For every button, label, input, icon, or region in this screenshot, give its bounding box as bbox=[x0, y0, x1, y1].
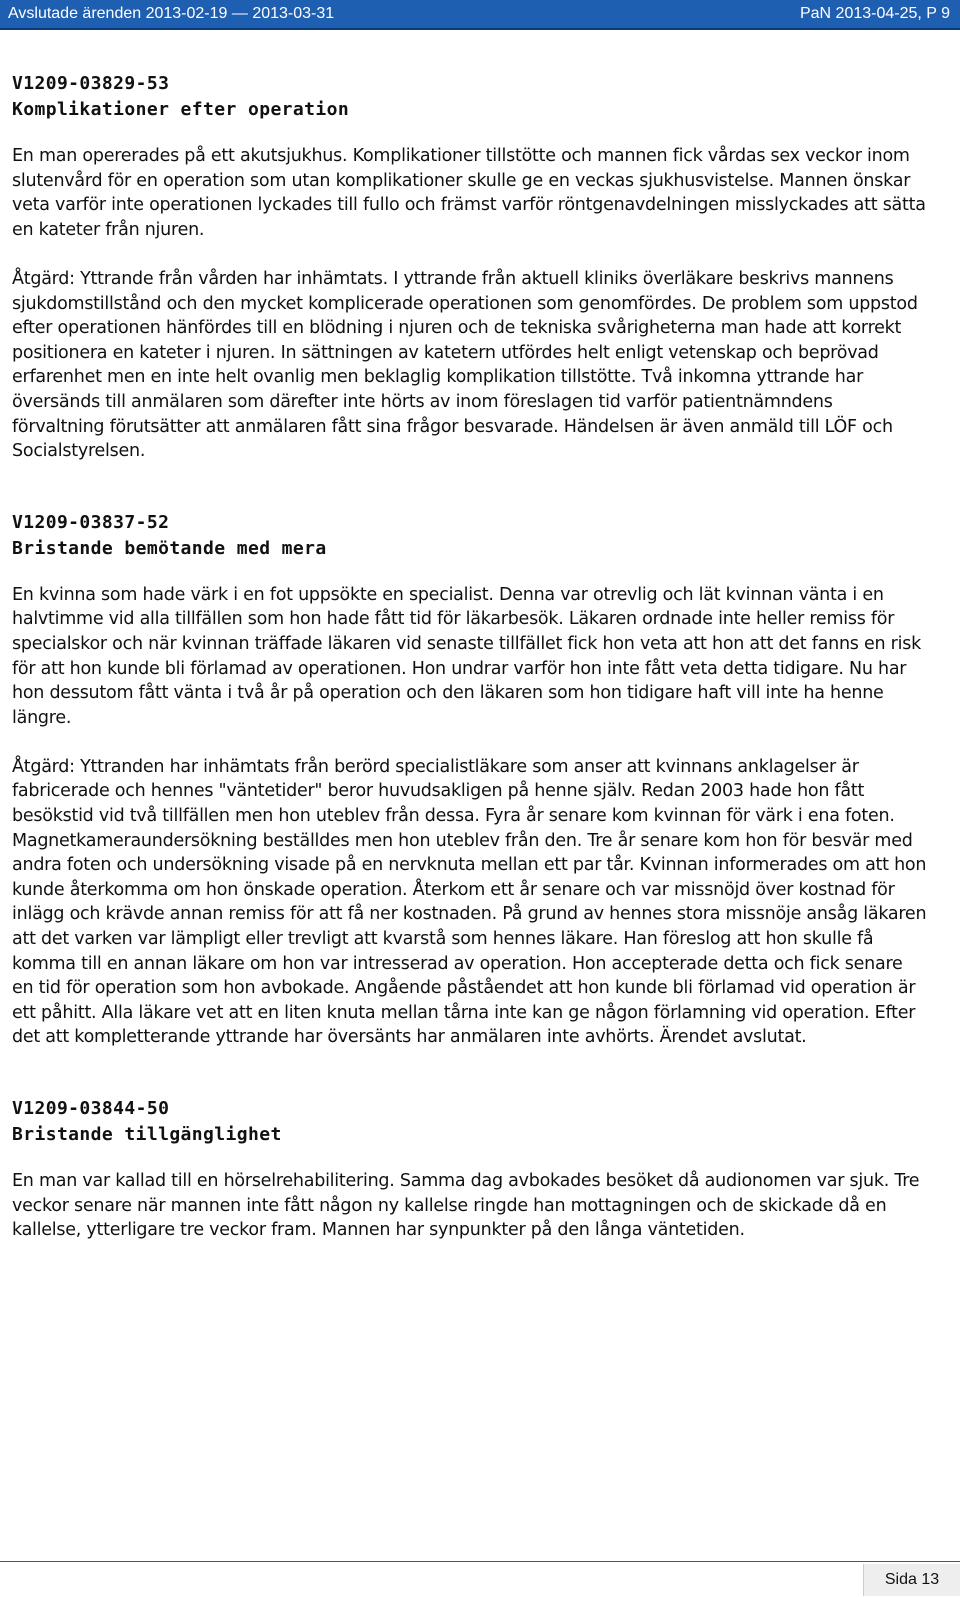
page-header bbox=[0, 0, 960, 28]
case-number: V1209-03844-50 bbox=[12, 1098, 170, 1119]
case-entry bbox=[12, 71, 927, 464]
case-action: Åtgärd: Yttrande från vården har inhämtats. I yttrande från aktuell kliniks överläkare beskrivs mannens sjukdomstillstånd och den mycket komplicerade operationen som genomfördes. De problem som uppstod efter operationen hänfördes till en blödning i njuren och de tekniska svårigheterna man hade att korrekt positionera en kateter i njuren. In sättningen av katetern utfördes helt enligt vetenskap och beprövad erfarenhet men en inte helt ovanlig men beklaglig komplikation tillstötte. Två inkomna yttrande har översänds till anmälaren som därefter inte hörts av inom föreslagen tid varför patientnämndens förvaltning förutsätter att anmälaren fått sina frågor besvarade. Händelsen är även anmäld till LÖF och Socialstyrelsen. bbox=[12, 268, 918, 462]
case-title: Bristande tillgänglighet bbox=[12, 1124, 282, 1145]
case-number: V1209-03829-53 bbox=[12, 73, 170, 94]
page-number: Sida 13 bbox=[863, 1564, 960, 1596]
document-body bbox=[12, 71, 927, 1289]
case-number: V1209-03837-52 bbox=[12, 511, 170, 533]
case-description: En kvinna som hade värk i en fot uppsökte en specialist. Denna var otrevlig och lät kvinnan vänta i en halvtimme vid alla tillfällen som hon hade fått tid för läkarbesök. Läkaren ordnade inte heller remiss för specialskor och när kvinnan träffade läkaren vid senaste tillfället fick hon veta att hon att det fanns en risk för att hon kunde bli förlamad av operationen. Hon undrar varför hon inte fått veta detta tidigare. Nu har hon dessutom fått vänta i två år på operation och den läkaren som hon tidigare haft vill inte ha henne längre. bbox=[12, 584, 921, 728]
case-entry bbox=[12, 1096, 927, 1243]
case-title: Komplikationer efter operation bbox=[12, 99, 350, 120]
case-action: Åtgärd: Yttranden har inhämtats från berörd specialistläkare som anser att kvinnans anklagelser är fabricerade och hennes "väntetider" beror huvudsakligen på henne själv. Redan 2003 hade hon fått besökstid vid två tillfällen men hon uteblev från dessa. Fyra år senare kom kvinnan för värk i ena foten. Magnetkameraundersökning beställdes men hon uteblev från den. Tre år senare kom hon för besvär med andra foten och undersökning visade på en nervknuta mellan ett par tår. Kvinnan informerades om att hon kunde återkomma om hon önskade operation. Återkom ett år senare och var missnöjd över kostnad för inlägg och krävde annan remiss för att få ner kostnaden. På grund av hennes stora missnöje ansåg läkaren att det varken var lämpligt eller trevligt att kvarstå som hennes läkare. Han föreslog att hon skulle få komma till en annan läkare om hon var intresserad av operation. Hon accepterade detta och fick senare en tid för operation som hon avbokade. Angående påståendet att hon kunde bli förlamad vid operation är ett påhitt. Alla läkare vet att en liten knuta mellan tårna inte kan ge någon förlamning vid operation. Efter det att kompletterande yttrande har översänts har anmälaren inte avhörts. Ärendet avslutat. bbox=[12, 756, 927, 1048]
header-report-title: Avslutade ärenden 2013-02-19 — 2013-03-31 bbox=[8, 5, 335, 22]
case-description: En man opererades på ett akutsjukhus. Komplikationer tillstötte och mannen fick vårdas sex veckor inom slutenvård för en operation som utan komplikationer skulle ge en veckas sjukhusvistelse. Mannen önskar veta varför inte operationen lyckades till fullo och främst varför röntgenavdelningen misslyckades att sätta en kateter från njuren. bbox=[12, 146, 926, 240]
header-date-page: PaN 2013-04-25, P 9 bbox=[799, 5, 950, 22]
page-footer bbox=[0, 1561, 960, 1597]
case-title: Bristande bemötande med mera bbox=[12, 537, 327, 559]
header-divider bbox=[0, 28, 960, 30]
case-description: En man var kallad till en hörselrehabilitering. Samma dag avbokades besöket då audionomen var sjuk. Tre veckor senare när mannen inte fått någon ny kallelse ringde han mottagningen och de skickade då en kallelse, ytterligare tre veckor fram. Mannen har synpunkter på den långa väntetiden. bbox=[12, 1171, 920, 1241]
case-entry bbox=[12, 510, 927, 1050]
footer-divider bbox=[0, 1561, 960, 1562]
